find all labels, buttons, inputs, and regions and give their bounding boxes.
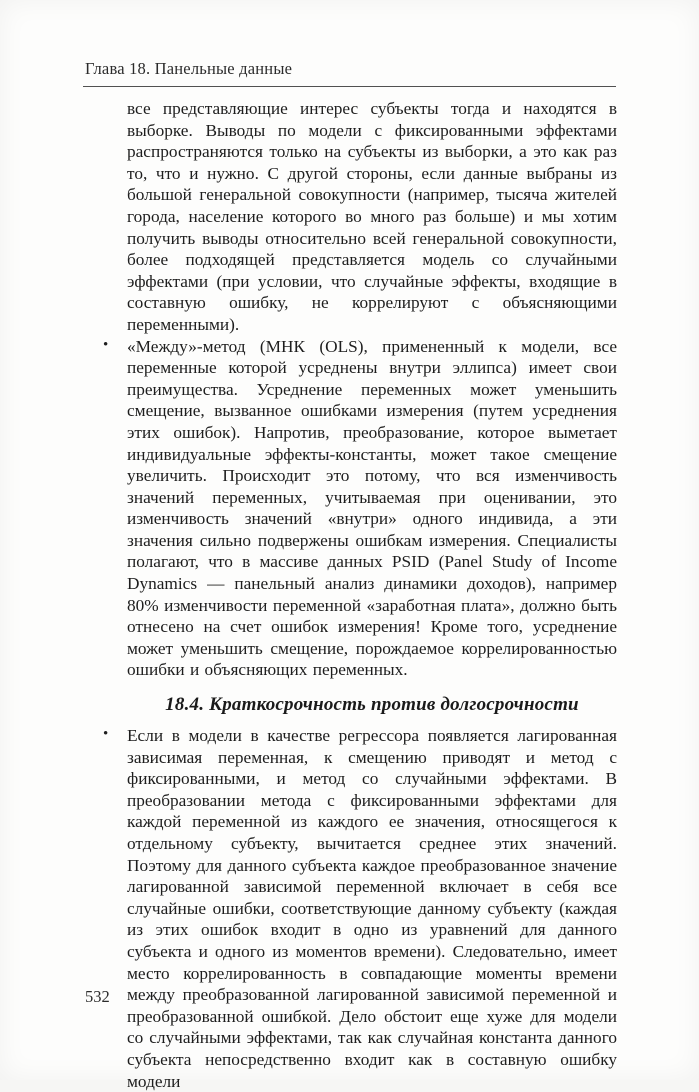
text-column [103,98,617,1092]
bullet-text: «Между»-метод (МНК (OLS), примененный к модели, все переменные которой усреднены внутри эллипса) имеет свои преимущества. Усреднение переменных может уменьшить смещение, вызванное ошибками измерения (путем усреднения этих ошибок). Напротив, преобразование, которое выметает индивидуальные эффекты-константы, может такое смещение увеличить. Происходит это потому, что вся изменчивость значений переменных, учитываемая при оценивании, это изменчивость значений «внутри» одного индивида, а эти значения сильно подвержены ошибкам измерения. Специалисты полагают, что в массиве данных PSID (Panel Study of Income Dynamics — панельный анализ динамики доходов), например 80% изменчивости переменной «заработная плата», должно быть отнесено на счет ошибок измерения! Кроме того, усреднение может уменьшить смещение, порождаемое коррелированностью ошибки и объясняющих переменных. [127,336,617,680]
section-heading: 18.4. Краткосрочность против долгосрочности [165,694,579,716]
bullet-marker-icon: • [103,726,109,743]
bullet-item [103,336,617,682]
running-header: Глава 18. Панельные данные [85,59,293,78]
header-rule [83,86,616,87]
bullet-item [103,725,617,1092]
body-paragraph: все представляющие интерес субъекты тогда и находятся в выборке. Выводы по модели с фиксированными эффектами распространяются только на субъекты из выборки, а это как раз то, что и нужно. С другой стороны, если данные выбраны из большой генеральной совокупности (например, тысяча жителей города, население которого во много раз больше) и мы хотим получить выводы относительно всей генеральной совокупности, более подходящей представляется модель со случайными эффектами (при условии, что случайные эффекты, входящие в составную ошибку, не коррелируют с объясняющими переменными). [127,99,617,334]
bullet-marker-icon: • [103,336,109,353]
bullet-text: Если в модели в качестве регрессора появляется лагированная зависимая переменная, к смещению приводят и метод с фиксированными, и метод со случайными эффектами. В преобразовании метода с фиксированными эффектами для каждой переменной из каждого ее значения, относящегося к отдельному субъекту, вычитается среднее этих значений. Поэтому для данного субъекта каждое преобразованное значение лагированной зависимой переменной включает в себя все случайные ошибки, соответствующие данному субъекту (каждая из этих ошибок входит в одно из уравнений для данного субъекта и одного из моментов времени). Следовательно, имеет место коррелированность в совпадающие моменты времени между преобразованной лагированной зависимой переменной и преобразованной ошибкой. Дело обстоит еще хуже для модели со случайными эффектами, так как случайная константа данного субъекта непосредственно входит как в составную ошибку модели [127,726,617,1091]
page-number: 532 [85,987,110,1006]
